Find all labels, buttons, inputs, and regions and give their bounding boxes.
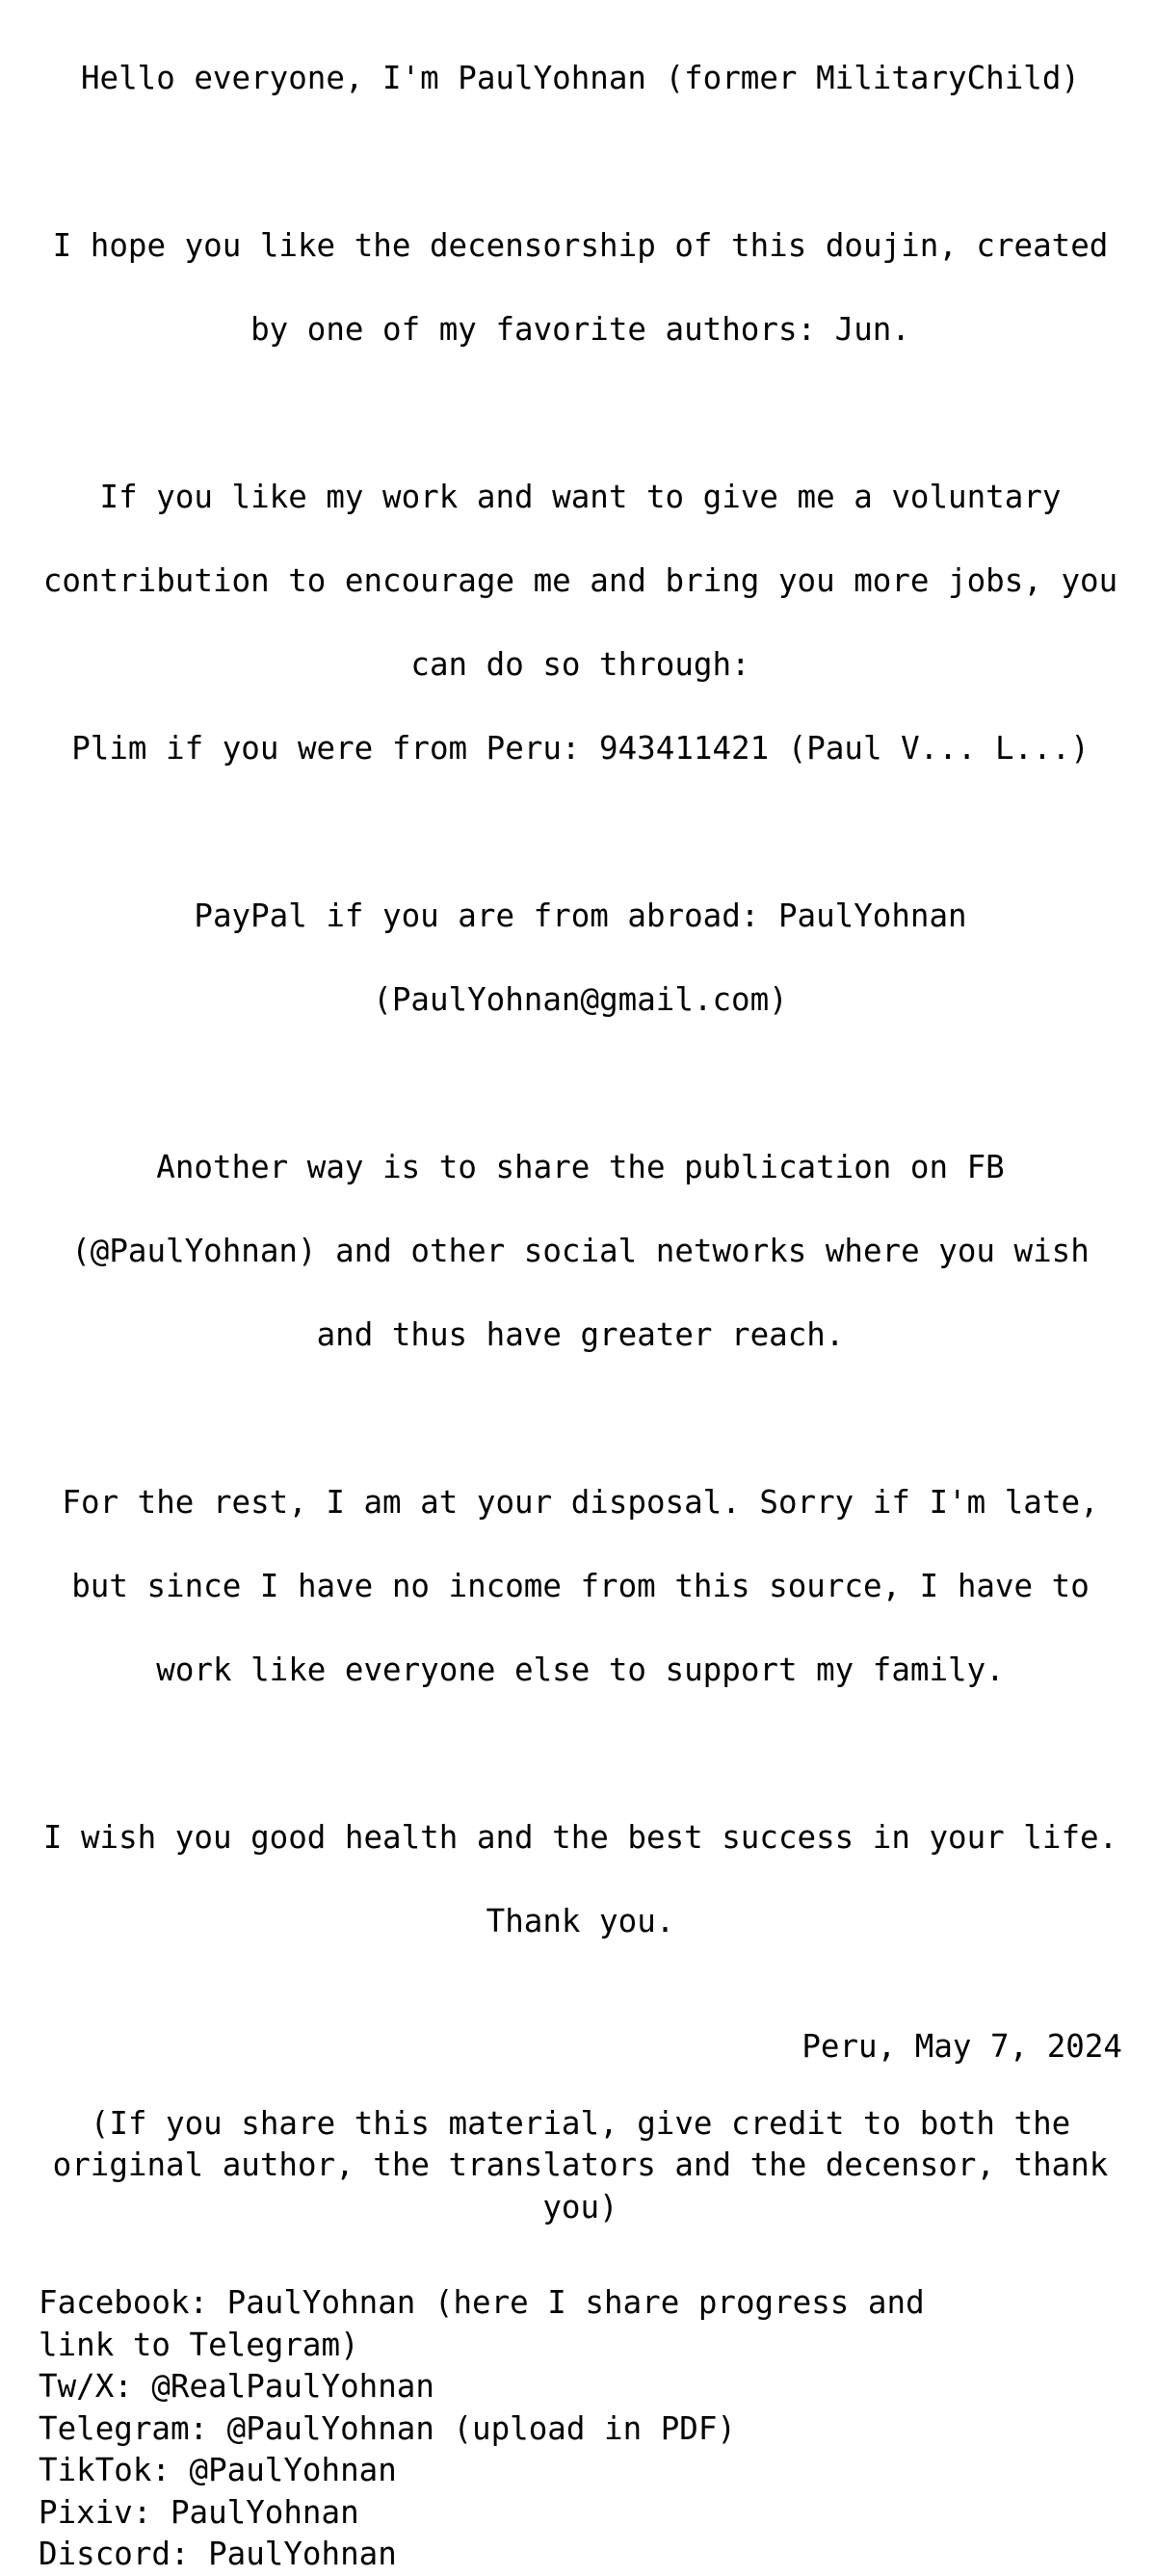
share-line: and thus have greater reach. — [316, 1315, 845, 1353]
facebook-line: Facebook: PaulYohnan (here I share progress and — [39, 2284, 925, 2321]
contribution-line: If you like my work and want to give me a voluntary — [99, 478, 1062, 515]
rest-paragraph — [19, 1440, 1142, 1733]
plim-line: Plim if you were from Peru: 943411421 (Paul V... L...) — [71, 729, 1090, 767]
intro-line: I hope you like the decensorship of this doujin, created — [52, 226, 1109, 264]
rest-line: but since I have no income from this source, I have to — [71, 1567, 1090, 1604]
share-line: Another way is to share the publication on FB — [156, 1148, 1005, 1185]
date-text: Peru, May 7, 2024 — [801, 2028, 1122, 2065]
credit-line: (If you share this material, give credit to both the — [90, 2104, 1071, 2142]
greeting-paragraph — [19, 15, 1142, 142]
intro-paragraph — [19, 183, 1142, 393]
share-line: (@PaulYohnan) and other social networks where you wish — [71, 1232, 1090, 1269]
credit-line: original author, the translators and the decensor, thank — [52, 2147, 1109, 2183]
intro-line: by one of my favorite authors: Jun. — [250, 310, 910, 348]
wish-paragraph — [19, 1775, 1142, 1985]
contribution-line: contribution to encourage me and bring you more jobs, you — [42, 561, 1118, 599]
document-page — [19, 15, 1142, 2576]
credit-line: you) — [542, 2188, 618, 2225]
paypal-paragraph — [19, 853, 1142, 1063]
paypal-line: PayPal if you are from abroad: PaulYohnan — [194, 897, 967, 934]
greeting-line: Hello everyone, I'm PaulYohnan (former MilitaryChild) — [80, 59, 1081, 96]
share-paragraph — [19, 1105, 1142, 1398]
rest-line: work like everyone else to support my family. — [156, 1651, 1005, 1688]
date-line — [19, 2026, 1142, 2069]
pixiv-line: Pixiv: PaulYohnan — [39, 2493, 359, 2531]
twitter-line: Tw/X: @RealPaulYohnan — [39, 2368, 434, 2405]
rest-line: For the rest, I am at your disposal. Sorry if I'm late, — [62, 1483, 1099, 1521]
tiktok-line: TikTok: @PaulYohnan — [39, 2452, 397, 2488]
facebook-line-continued: link to Telegram) — [39, 2326, 359, 2363]
contribution-line: can do so through: — [410, 645, 750, 683]
wish-line: I wish you good health and the best success in your life. — [42, 1818, 1118, 1856]
thank-you-line: Thank you. — [486, 1902, 675, 1939]
discord-line: Discord: PaulYohnan — [39, 2536, 397, 2572]
paypal-email: (PaulYohnan@gmail.com) — [373, 980, 788, 1018]
social-links-list — [19, 2282, 1142, 2576]
credit-paragraph — [19, 2103, 1142, 2229]
telegram-line: Telegram: @PaulYohnan (upload in PDF) — [39, 2409, 736, 2447]
contribution-paragraph — [19, 434, 1142, 812]
